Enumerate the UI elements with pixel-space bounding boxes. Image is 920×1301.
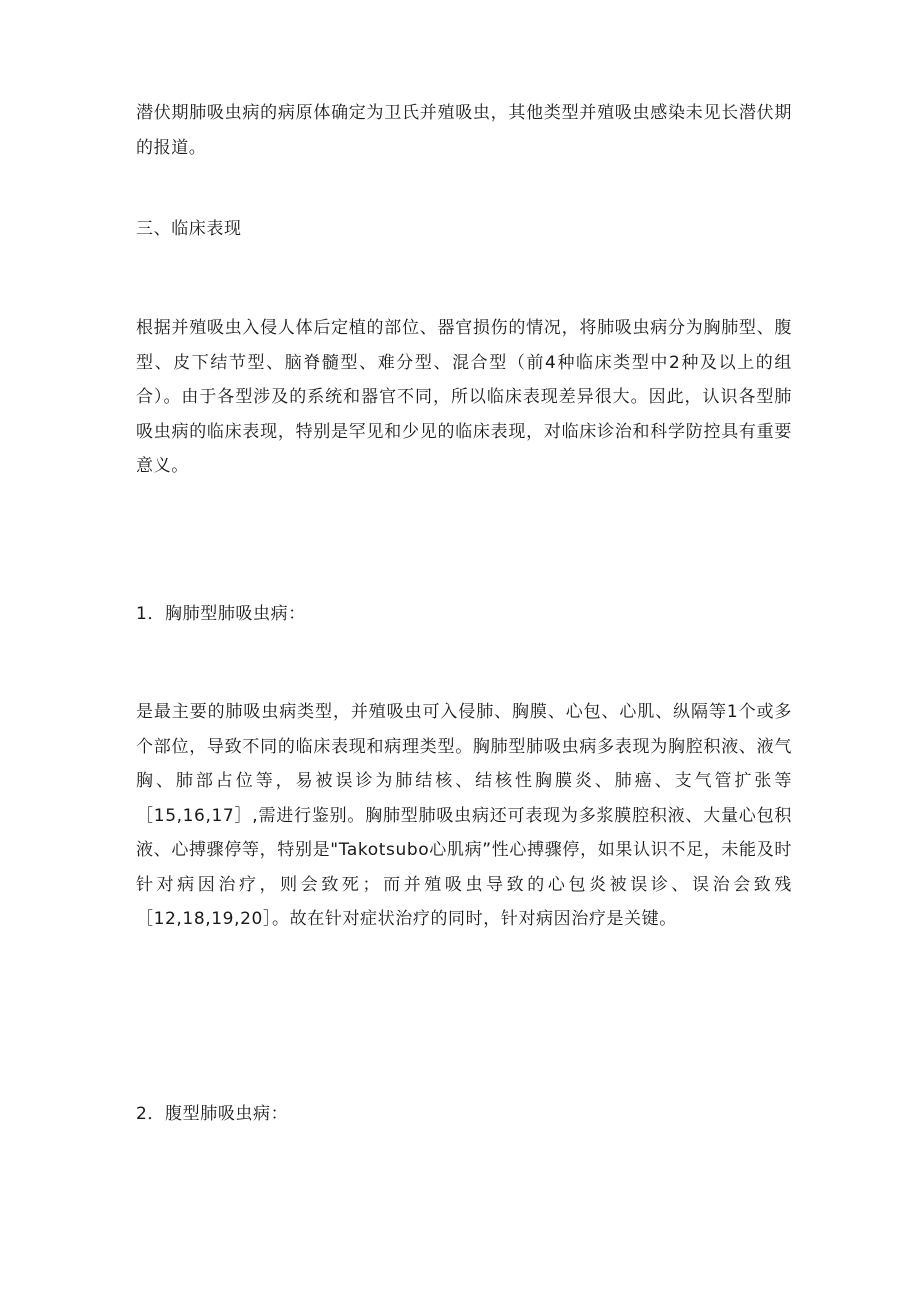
subsection-heading-thoracopulmonary: 1．胸肺型肺吸虫病： (136, 604, 306, 624)
clinical-manifestations-paragraph: 根据并殖吸虫入侵人体后定植的部位、器官损伤的情况，将肺吸虫病分为胸肺型、腹型、皮下结节型、脑脊髓型、难分型、混合型（前4种临床类型中2种及以上的组合）。由于各型涉及的系统和器官不同，所以临床表现差异很大。因此，认识各型肺吸虫病的临床表现，特别是罕见和少见的临床表现，对临床诊治和科学防控具有重要意义。 (136, 318, 792, 476)
section-heading-clinical-manifestations: 三、临床表现 (136, 219, 242, 239)
thoracopulmonary-paragraph: 是最主要的肺吸虫病类型，并殖吸虫可入侵肺、胸膜、心包、心肌、纵隔等1个或多个部位，导致不同的临床表现和病理类型。胸肺型肺吸虫病多表现为胸腔积液、液气胸、肺部占位等，易被误诊为肺结核、结核性胸膜炎、肺癌、支气管扩张等［15,16,17］,需进行鉴别。胸肺型肺吸虫病还可表现为多浆膜腔积液、大量心包积液、心搏骤停等，特别是"Takotsubo心肌病”性心搏骤停，如果认识不足，未能及时针对病因治疗，则会致死；而并殖吸虫导致的心包炎被误诊、误治会致残［12,18,19,20］。故在针对症状治疗的同时，针对病因治疗是关键。 (136, 702, 792, 929)
intro-paragraph: 潜伏期肺吸虫病的病原体确定为卫氏并殖吸虫，其他类型并殖吸虫感染未见长潜伏期的报道。 (136, 103, 792, 158)
subsection-heading-abdominal: 2．腹型肺吸虫病： (136, 1104, 289, 1124)
